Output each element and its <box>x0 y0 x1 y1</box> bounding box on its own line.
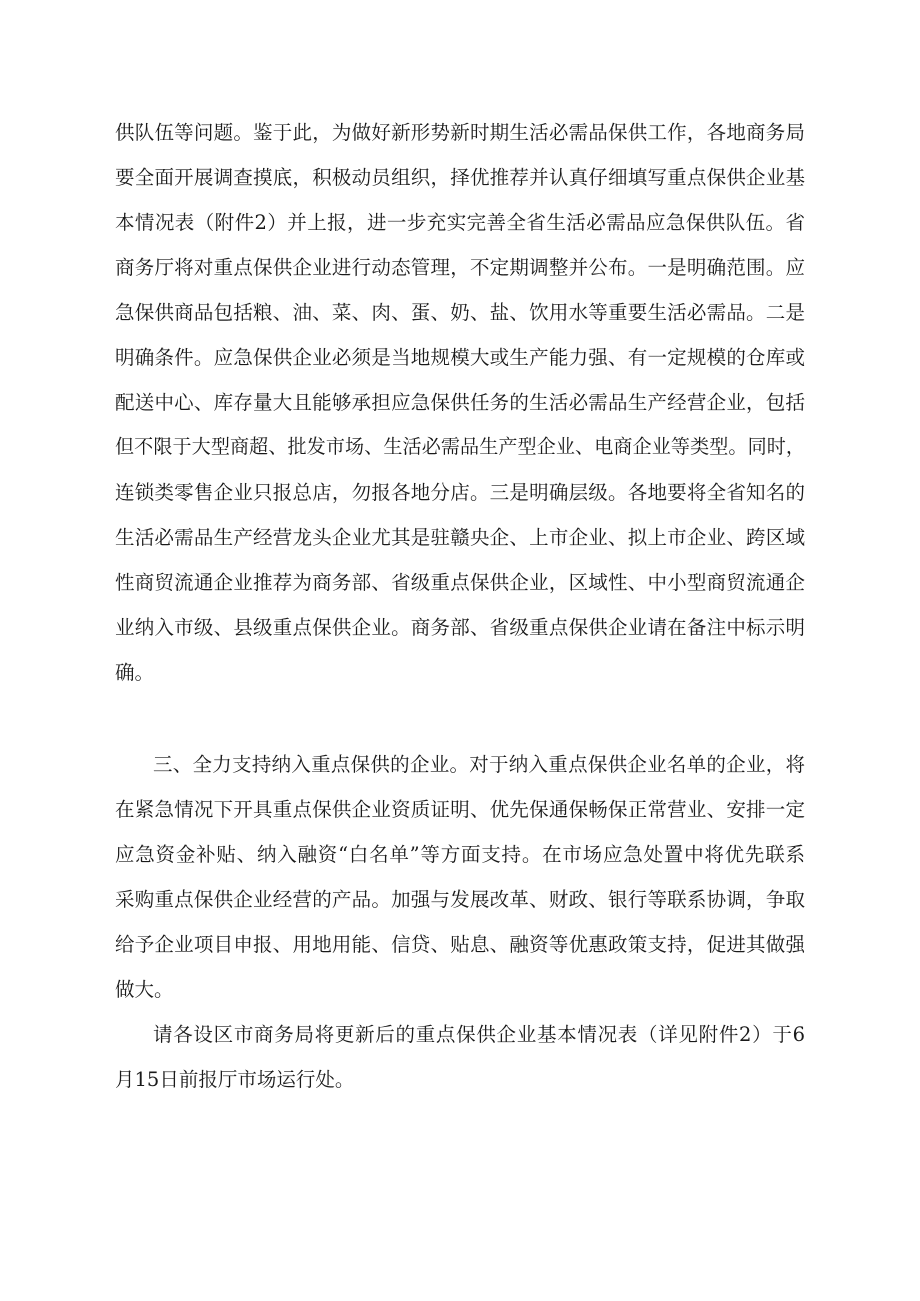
text-line: 三、全力支持纳入重点保供的企业。对于纳入重点保供企业名单的企业，将 <box>153 753 805 776</box>
paragraph-supply-team <box>115 110 805 695</box>
text-line: 业纳入市级、县级重点保供企业。商务部、省级重点保供企业请在备注中标示明 <box>115 616 805 639</box>
text-line: 连锁类零售企业只报总店，勿报各地分店。三是明确层级。各地要将全省知名的 <box>115 481 805 504</box>
text-line: 供队伍等问题。鉴于此，为做好新形势新时期生活必需品保供工作，各地商务局 <box>115 121 805 144</box>
paragraph-section-three <box>115 742 805 1012</box>
text-line: 但不限于大型商超、批发市场、生活必需品生产型企业、电商企业等类型。同时， <box>115 436 805 458</box>
text-line: 做大。 <box>115 978 174 1001</box>
text-line: 本情况表（附件2）并上报，进一步充实完善全省生活必需品应急保供队伍。省 <box>115 211 805 234</box>
text-line: 在紧急情况下开具重点保供企业资质证明、优先保通保畅保正常营业、安排一定 <box>115 798 805 821</box>
text-line: 月15日前报厅市场运行处。 <box>115 1068 355 1091</box>
text-line: 确。 <box>115 661 155 684</box>
paragraph-submission-request <box>115 1012 805 1102</box>
text-line: 请各设区市商务局将更新后的重点保供企业基本情况表（详见附件2）于6 <box>153 1023 805 1046</box>
text-line: 应急资金补贴、纳入融资“白名单”等方面支持。在市场应急处置中将优先联系 <box>115 843 805 866</box>
text-line: 采购重点保供企业经营的产品。加强与发展改革、财政、银行等联系协调，争取 <box>115 888 805 911</box>
text-line: 性商贸流通企业推荐为商务部、省级重点保供企业，区域性、中小型商贸流通企 <box>115 571 805 594</box>
text-line: 生活必需品生产经营龙头企业尤其是驻赣央企、上市企业、拟上市企业、跨区域 <box>115 526 805 549</box>
text-line: 急保供商品包括粮、油、菜、肉、蛋、奶、盐、饮用水等重要生活必需品。二是 <box>115 301 805 324</box>
text-line: 要全面开展调查摸底，积极动员组织，择优推荐并认真仔细填写重点保供企业基 <box>115 166 805 189</box>
text-line: 明确条件。应急保供企业必须是当地规模大或生产能力强、有一定规模的仓库或 <box>115 346 805 369</box>
text-line: 给予企业项目申报、用地用能、信贷、贴息、融资等优惠政策支持，促进其做强 <box>115 933 805 956</box>
text-line: 商务厅将对重点保供企业进行动态管理，不定期调整并公布。一是明确范围。应 <box>115 256 805 279</box>
text-line: 配送中心、库存量大且能够承担应急保供任务的生活必需品生产经营企业，包括 <box>115 391 805 414</box>
